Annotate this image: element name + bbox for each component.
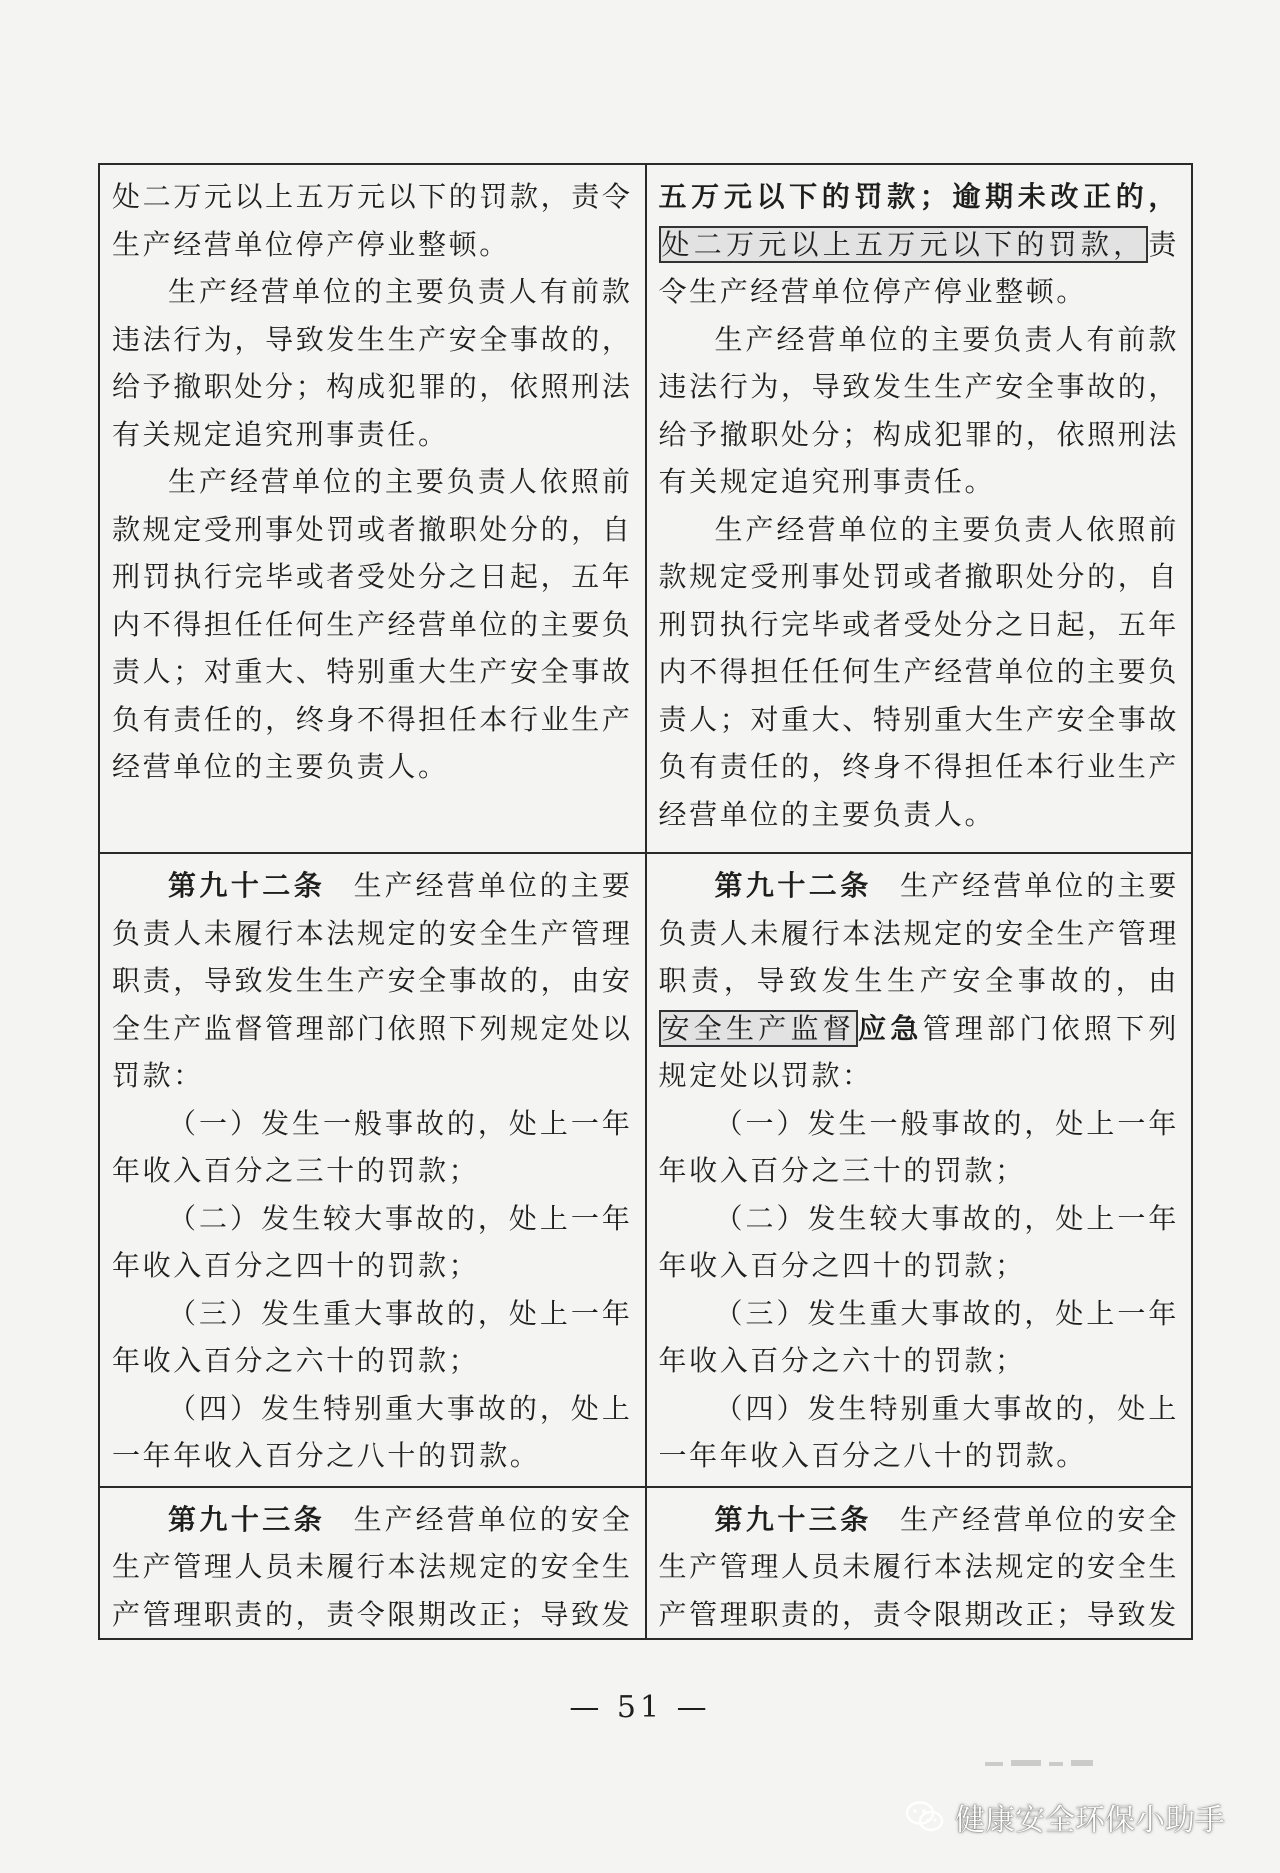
article-number: 第九十二条: [714, 869, 872, 902]
paragraph-text: 责令生产经营单位停产停业整顿。: [658, 227, 1179, 308]
table-row: [99, 164, 1192, 853]
list-item: （二）发生较大事故的，处上一年年收入百分之四十的罚款；: [658, 1201, 1179, 1282]
paragraph-text: 生产经营单位的安全生产管理人员未履行本法规定的安全生产管理职责的，责令限期改正；导致发: [658, 1502, 1179, 1631]
article-number: 第九十二条: [168, 869, 326, 902]
paragraph: [659, 862, 1180, 1100]
paragraph: [112, 1496, 633, 1639]
paragraph: [112, 862, 633, 1100]
scan-artifact: [985, 1758, 1095, 1770]
right-cell-article-93: [646, 1487, 1193, 1640]
paragraph: [659, 173, 1180, 316]
left-cell-article-91-cont: [99, 164, 646, 853]
list-item: （四）发生特别重大事故的，处上一年年收入百分之八十的罚款。: [658, 1391, 1179, 1472]
paragraph-text: 生产经营单位的安全生产管理人员未履行本法规定的安全生产管理职责的，责令限期改正；导致发: [112, 1502, 633, 1631]
list-item: （二）发生较大事故的，处上一年年收入百分之四十的罚款；: [112, 1201, 633, 1282]
list-item: （一）发生一般事故的，处上一年年收入百分之三十的罚款；: [658, 1106, 1179, 1187]
comparison-table: [98, 163, 1193, 1640]
paragraph: 生产经营单位的主要负责人依照前款规定受刑事处罚或者撤职处分的，自刑罚执行完毕或者受处分之日起，五年内不得担任任何生产经营单位的主要负责人；对重大、特别重大生产安全事故负有责任的，终身不得担任本行业生产经营单位的主要负责人。: [112, 465, 633, 783]
deleted-text-box: 安全生产监督: [659, 1010, 859, 1047]
page-number: — 51 —: [569, 1690, 711, 1725]
list-item: （三）发生重大事故的，处上一年年收入百分之六十的罚款；: [658, 1296, 1179, 1377]
right-cell-article-91-cont: [646, 164, 1193, 853]
article-number: 第九十三条: [714, 1502, 872, 1536]
amended-text: 五万元以下的罚款；逾期未改正的，: [658, 180, 1179, 213]
paragraph: [659, 1496, 1180, 1639]
paragraph: 生产经营单位的主要负责人有前款违法行为，导致发生生产安全事故的，给予撤职处分；构成犯罪的，依照刑法有关规定追究刑事责任。: [112, 275, 633, 451]
article-number: 第九十三条: [168, 1502, 326, 1536]
paragraph-text: 生产经营单位的主要负责人未履行本法规定的安全生产管理职责，导致发生生产安全事故的，由: [658, 869, 1179, 997]
paragraph: 生产经营单位的主要负责人依照前款规定受刑事处罚或者撤职处分的，自刑罚执行完毕或者受处分之日起，五年内不得担任任何生产经营单位的主要负责人；对重大、特别重大生产安全事故负有责任的，终身不得担任本行业生产经营单位的主要负责人。: [658, 512, 1179, 831]
paragraph-text: 管理部门依照下列规定处以罚款：: [658, 1011, 1180, 1092]
table-row: [99, 1487, 1192, 1640]
left-cell-article-92: [99, 853, 646, 1487]
table-row: [99, 853, 1192, 1487]
amended-text: 应急: [858, 1011, 923, 1045]
list-item: （四）发生特别重大事故的，处上一年年收入百分之八十的罚款。: [112, 1391, 633, 1472]
paragraph-text: 生产经营单位的主要负责人未履行本法规定的安全生产管理职责，导致发生生产安全事故的，由安全生产监督管理部门依照下列规定处以罚款：: [112, 869, 633, 1092]
watermark: [905, 1795, 1225, 1839]
deleted-text-box: 处二万元以上五万元以下的罚款，: [659, 226, 1149, 263]
paragraph: 处二万元以上五万元以下的罚款，责令生产经营单位停产停业整顿。: [112, 180, 633, 261]
wechat-icon: [905, 1800, 945, 1834]
list-item: （三）发生重大事故的，处上一年年收入百分之六十的罚款；: [112, 1296, 633, 1377]
right-cell-article-92: [646, 853, 1193, 1487]
list-item: （一）发生一般事故的，处上一年年收入百分之三十的罚款；: [112, 1106, 633, 1187]
watermark-text: 健康安全环保小助手: [955, 1803, 1225, 1838]
paragraph: 生产经营单位的主要负责人有前款违法行为，导致发生生产安全事故的，给予撤职处分；构成犯罪的，依照刑法有关规定追究刑事责任。: [658, 322, 1179, 498]
left-cell-article-93: [99, 1487, 646, 1640]
